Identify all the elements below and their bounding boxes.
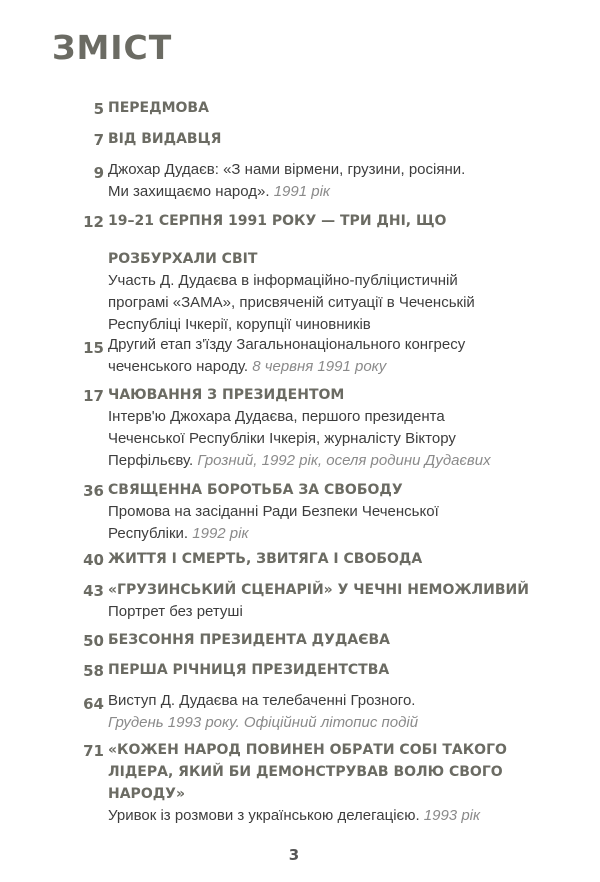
toc-description: чеченського народу. 8 червня 1991 року: [108, 358, 387, 375]
page-title: ЗМІСТ: [52, 28, 173, 67]
toc-heading: РОЗБУРХАЛИ СВІТ: [108, 251, 258, 267]
toc-date-note: Грудень 1993 року. Офіційний літопис подій: [108, 714, 419, 731]
toc-description: програмі «ЗАМА», присвяченій ситуації в Чеченській: [108, 294, 475, 311]
toc-page-number: 71: [83, 742, 104, 760]
toc-page-number: 40: [83, 551, 104, 569]
toc-description: Виступ Д. Дудаєва на телебаченні Грозного.: [108, 692, 416, 709]
toc-date-note: Грозний, 1992 рік, оселя родини Дудаєвих: [193, 452, 491, 469]
toc-description: Участь Д. Дудаєва в інформаційно-публіцистичній: [108, 272, 458, 289]
toc-description: Промова на засіданні Ради Безпеки Чеченської: [108, 503, 439, 520]
page-number: 3: [288, 846, 300, 864]
toc-date-note: 1991 рік: [269, 183, 331, 200]
toc-heading: 19–21 СЕРПНЯ 1991 РОКУ — ТРИ ДНІ, ЩО: [108, 213, 447, 229]
toc-heading: НАРОДУ»: [108, 786, 186, 802]
toc-heading: СВЯЩЕННА БОРОТЬБА ЗА СВОБОДУ: [108, 482, 403, 498]
toc-description: Республіці Ічкерії, корупції чиновників: [108, 316, 371, 333]
toc-page-number: 43: [83, 582, 104, 600]
toc-page-number: 7: [93, 131, 104, 149]
toc-description: Портрет без ретуші: [108, 603, 243, 620]
toc-description: Другий етап з'їзду Загальнонаціонального конгресу: [108, 336, 466, 353]
toc-page-number: 15: [83, 339, 104, 357]
toc-heading: ЖИТТЯ І СМЕРТЬ, ЗВИТЯГА І СВОБОДА: [108, 551, 423, 567]
toc-date-note: 8 червня 1991 року: [248, 358, 387, 375]
toc-date-note: 1992 рік: [188, 525, 249, 542]
toc-page-number: 5: [93, 100, 104, 118]
toc-page-number: 12: [83, 213, 104, 231]
toc-page-number: 9: [93, 164, 104, 182]
toc-heading: ЛІДЕРА, ЯКИЙ БИ ДЕМОНСТРУВАВ ВОЛЮ СВОГО: [108, 764, 503, 780]
toc-page-number: 58: [83, 662, 104, 680]
toc-date-note: 1993 рік: [419, 807, 481, 824]
toc-page-number: 64: [83, 695, 104, 713]
toc-heading: «ГРУЗИНСЬКИЙ СЦЕНАРІЙ» У ЧЕЧНІ НЕМОЖЛИВИЙ: [108, 582, 529, 598]
toc-page-number: 50: [83, 632, 104, 650]
toc-heading: БЕЗСОННЯ ПРЕЗИДЕНТА ДУДАЄВА: [108, 632, 391, 648]
toc-description: Чеченської Республіки Ічкерія, журналісту Віктору: [108, 430, 456, 447]
toc-heading: ПЕРША РІЧНИЦЯ ПРЕЗИДЕНТСТВА: [108, 662, 390, 678]
toc-page-number: 17: [83, 387, 104, 405]
toc-description: Джохар Дудаєв: «З нами вірмени, грузини, росіяни.: [108, 161, 466, 178]
toc-heading: ВІД ВИДАВЦЯ: [108, 131, 222, 147]
toc-page-number: 36: [83, 482, 104, 500]
toc-description: Уривок із розмови з українською делегацією. 1993 рік: [108, 807, 481, 824]
toc-description: Перфільєву. Грозний, 1992 рік, оселя родини Дудаєвих: [108, 452, 491, 469]
toc-description: Республіки. 1992 рік: [108, 525, 249, 542]
toc-description: Інтерв'ю Джохара Дудаєва, першого президента: [108, 408, 445, 425]
toc-description: Ми захищаємо народ». 1991 рік: [108, 183, 331, 200]
toc-heading: ЧАЮВАННЯ З ПРЕЗИДЕНТОМ: [108, 387, 345, 403]
toc-heading: ПЕРЕДМОВА: [108, 100, 209, 116]
toc-heading: «КОЖЕН НАРОД ПОВИНЕН ОБРАТИ СОБІ ТАКОГО: [108, 742, 507, 758]
